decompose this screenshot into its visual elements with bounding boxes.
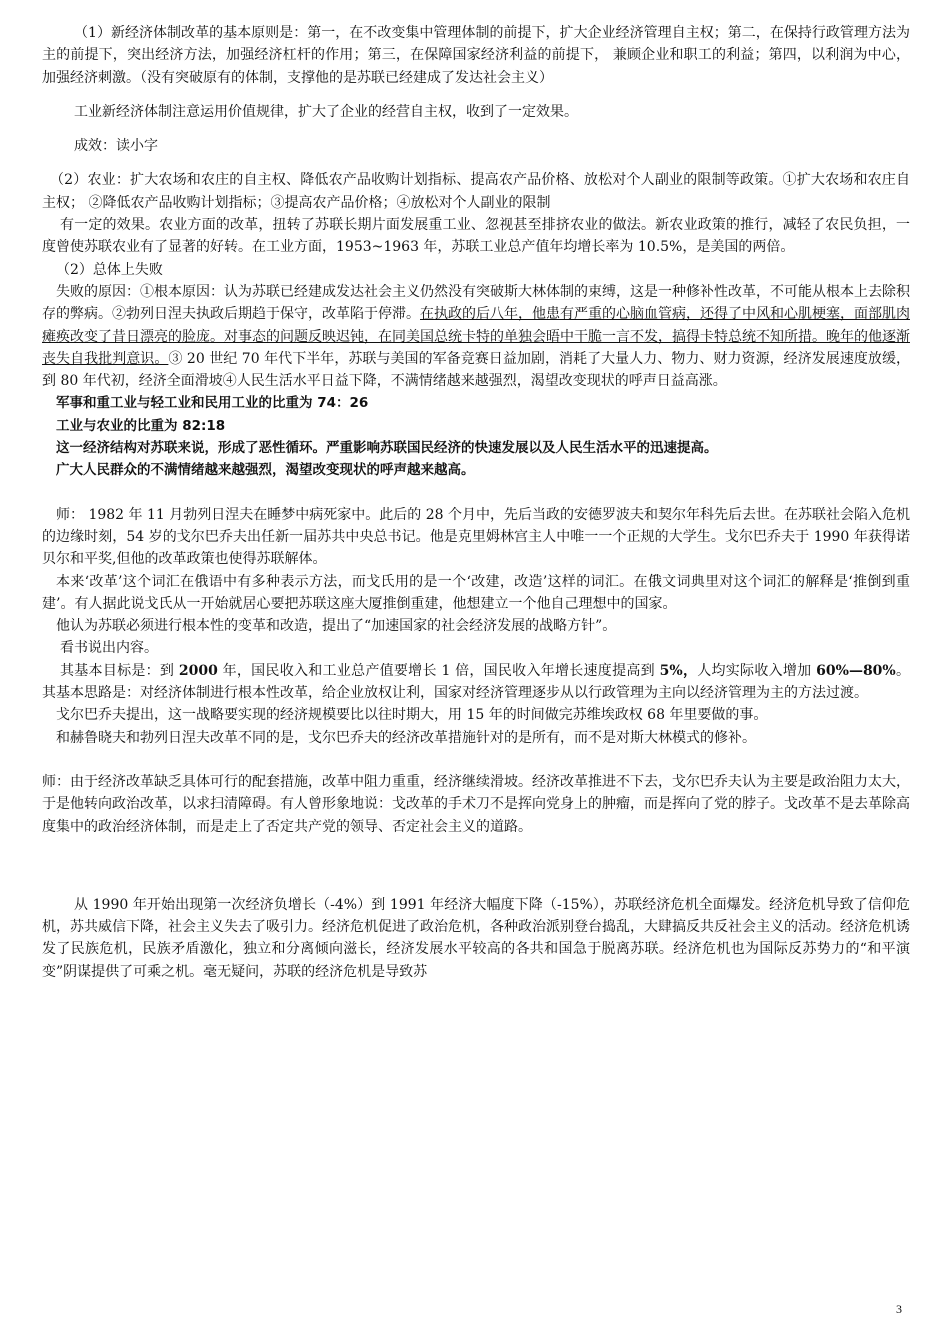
goal-income-increase: 60%—80% bbox=[816, 662, 896, 679]
bold-ratio-industry-agriculture: 工业与农业的比重为 82:18 bbox=[56, 417, 226, 434]
document-page bbox=[42, 14, 910, 983]
heading-overall-failure: （2）总体上失败 bbox=[56, 261, 163, 278]
paragraph-failure-reasons bbox=[42, 281, 910, 392]
goal-text-c: 人均实际收入增加 bbox=[697, 662, 817, 679]
paragraph-read-book: 看书说出内容。 bbox=[60, 640, 158, 657]
failure-reasons-continued: ③ 20 世纪 70 年代下半年，苏联与美国的军备竞赛日益加剧，消耗了大量人力、物力、财力资源，经济发展速度放缓，到 80 年代初，经济全面滑坡④人民生活水平日益下降，不满情绪越来越强烈，渴望改变现状的呼声日益高涨。 bbox=[42, 350, 911, 390]
bold-vicious-cycle: 这一经济结构对苏联来说，形成了恶性循环。严重影响苏联国民经济的快速发展以及人民生活水平的迅速提高。 bbox=[56, 440, 718, 457]
paragraph-reform-word: 本来‘改革’这个词汇在俄语中有多种表示方法，而戈氏用的是一个‘改建，改造’这样的词汇。在俄文词典里对这个词汇的解释是‘推倒到重建’。有人据此说戈氏从一开始就居心要把苏联这座大厦推倒重建，他想建立一个他自己理想中的国家。 bbox=[42, 573, 910, 612]
underlined-brezhnev-health: 在执政的后八年，他患有严重的心脑血管病，还得了中风和心肌梗塞，面部肌肉瘫痪改变了昔日漂亮的脸庞。对事态的问题反映迟钝，在同美国总统卡特的单独会晤中干脆一言不发，搞得卡特总统不知所措。晚年的他逐渐丧失自我批判意识。 bbox=[42, 306, 910, 367]
paragraph-industry-result: 工业新经济体制注意运用价值规律，扩大了企业的经营自主权，收到了一定效果。 bbox=[74, 103, 578, 120]
goal-text-a: 其基本目标是：到 bbox=[60, 662, 179, 679]
goal-text-d: 。 其基本思路是：对经济体制进行根本性改革，给企业放权让利，国家对经济管理逐步从以行政管理为主向以经济管理为主的方法过渡。 bbox=[42, 662, 911, 702]
paragraph-agriculture: （2）农业：扩大农场和农庄的自主权、降低农产品收购计划指标、提高农产品价格、放松对个人副业的限制等政策。①扩大农场和农庄自主权； ②降低农产品收购计划指标；③提高农产品价格；④放松对个人副业的限制 bbox=[42, 172, 910, 211]
paragraph-principles: （1）新经济体制改革的基本原则是：第一，在不改变集中管理体制的前提下，扩大企业经济管理自主权；第二，在保持行政管理方法为主的前提下，突出经济方法，加强经济杠杆的作用；第三，在保障国家经济利益的前提下， 兼顾企业和职工的利益；第四，以利润为中心，加强经济刺激。（没有突破原有的体制，支撑他的是苏联已经建成了发达社会主义） bbox=[42, 25, 910, 86]
goal-year: 2000 bbox=[178, 662, 218, 679]
paragraph-teacher-gorbachev: 师： 1982 年 11 月勃列日涅夫在睡梦中病死家中。此后的 28 个月中，先后当政的安德罗波夫和契尔年科先后去世。在苏联社会陷入危机的边缘时刻，54 岁的戈尔巴乔夫出任新一届苏共中央总书记。他是克里姆林宫主人中唯一一个正规的大学生。戈尔巴乔夫于 1990 年获得诺贝尔和平奖,但他的改革政策也使得苏联解体。 bbox=[42, 506, 910, 568]
paragraph-basic-goal bbox=[42, 660, 910, 705]
failure-reasons-text: 失败的原因：①根本原因：认为苏联已经建成发达社会主义仍然没有突破斯大林体制的束缚，这是一种修补性改革，不可能从根本上去除积存的弊病。②勃列日涅夫执政后期趋于保守，改革陷于停滞。 bbox=[42, 283, 910, 323]
goal-growth-rate: 5%， bbox=[659, 662, 698, 679]
paragraph-agriculture-effect: 有一定的效果。农业方面的改革，扭转了苏联长期片面发展重工业、忽视甚至排挤农业的做法。新农业政策的推行，减轻了农民负担，一度曾使苏联农业有了显著的好转。在工业方面，1953~1963 年，苏联工业总产值年均增长率为 10.5%，是美国的两倍。 bbox=[42, 217, 910, 256]
bold-public-discontent: 广大人民群众的不满情绪越来越强烈，渴望改变现状的呼声越来越高。 bbox=[56, 462, 475, 479]
bold-ratio-military: 军事和重工业与轻工业和民用工业的比重为 74：26 bbox=[56, 395, 369, 412]
paragraph-comparison: 和赫鲁晓夫和勃列日涅夫改革不同的是，戈尔巴乔夫的经济改革措施针对的是所有，而不是对斯大林模式的修补。 bbox=[56, 729, 756, 746]
paragraph-teacher-political-reform: 师：由于经济改革缺乏具体可行的配套措施，改革中阻力重重，经济继续滑坡。经济改革推进不下去，戈尔巴乔夫认为主要是政治阻力太大，于是他转向政治改革，以求扫清障碍。有人曾形象地说：戈改革的手术刀不是挥向党身上的肿瘤，而是挥向了党的脖子。戈改革不是去革除高度集中的政治经济体制，而是走上了否定共产党的领导、否定社会主义的道路。 bbox=[42, 773, 910, 835]
goal-text-b: 年，国民收入和工业总产值要增长 1 倍，国民收入年增长速度提高到 bbox=[217, 662, 660, 679]
paragraph-fifteen-years: 戈尔巴乔夫提出，这一战略要实现的经济规模要比以往时期大，用 15 年的时间做完苏维埃政权 68 年里要做的事。 bbox=[56, 707, 768, 724]
paragraph-effect-note: 成效：读小字 bbox=[74, 138, 158, 155]
paragraph-economic-crisis: 从 1990 年开始出现第一次经济负增长（-4%）到 1991 年经济大幅度下降（-15%），苏联经济危机全面爆发。经济危机导致了信仰危机，苏共威信下降，社会主义失去了吸引力。经济危机促进了政治危机，各种政治派别登台捣乱，大肆搞反共反社会主义的活动。经济危机诱发了民族危机，民族矛盾激化，独立和分离倾向滋长，经济发展水平较高的各共和国急于脱离苏联。经济危机也为国际反苏势力的“和平演变”阴谋提供了可乘之机。毫无疑问，苏联的经济危机是导致苏 bbox=[42, 896, 910, 980]
page-number: 3 bbox=[896, 1302, 902, 1316]
paragraph-strategy: 他认为苏联必须进行根本性的变革和改造，提出了“加速国家的社会经济发展的战略方针”。 bbox=[56, 618, 617, 635]
